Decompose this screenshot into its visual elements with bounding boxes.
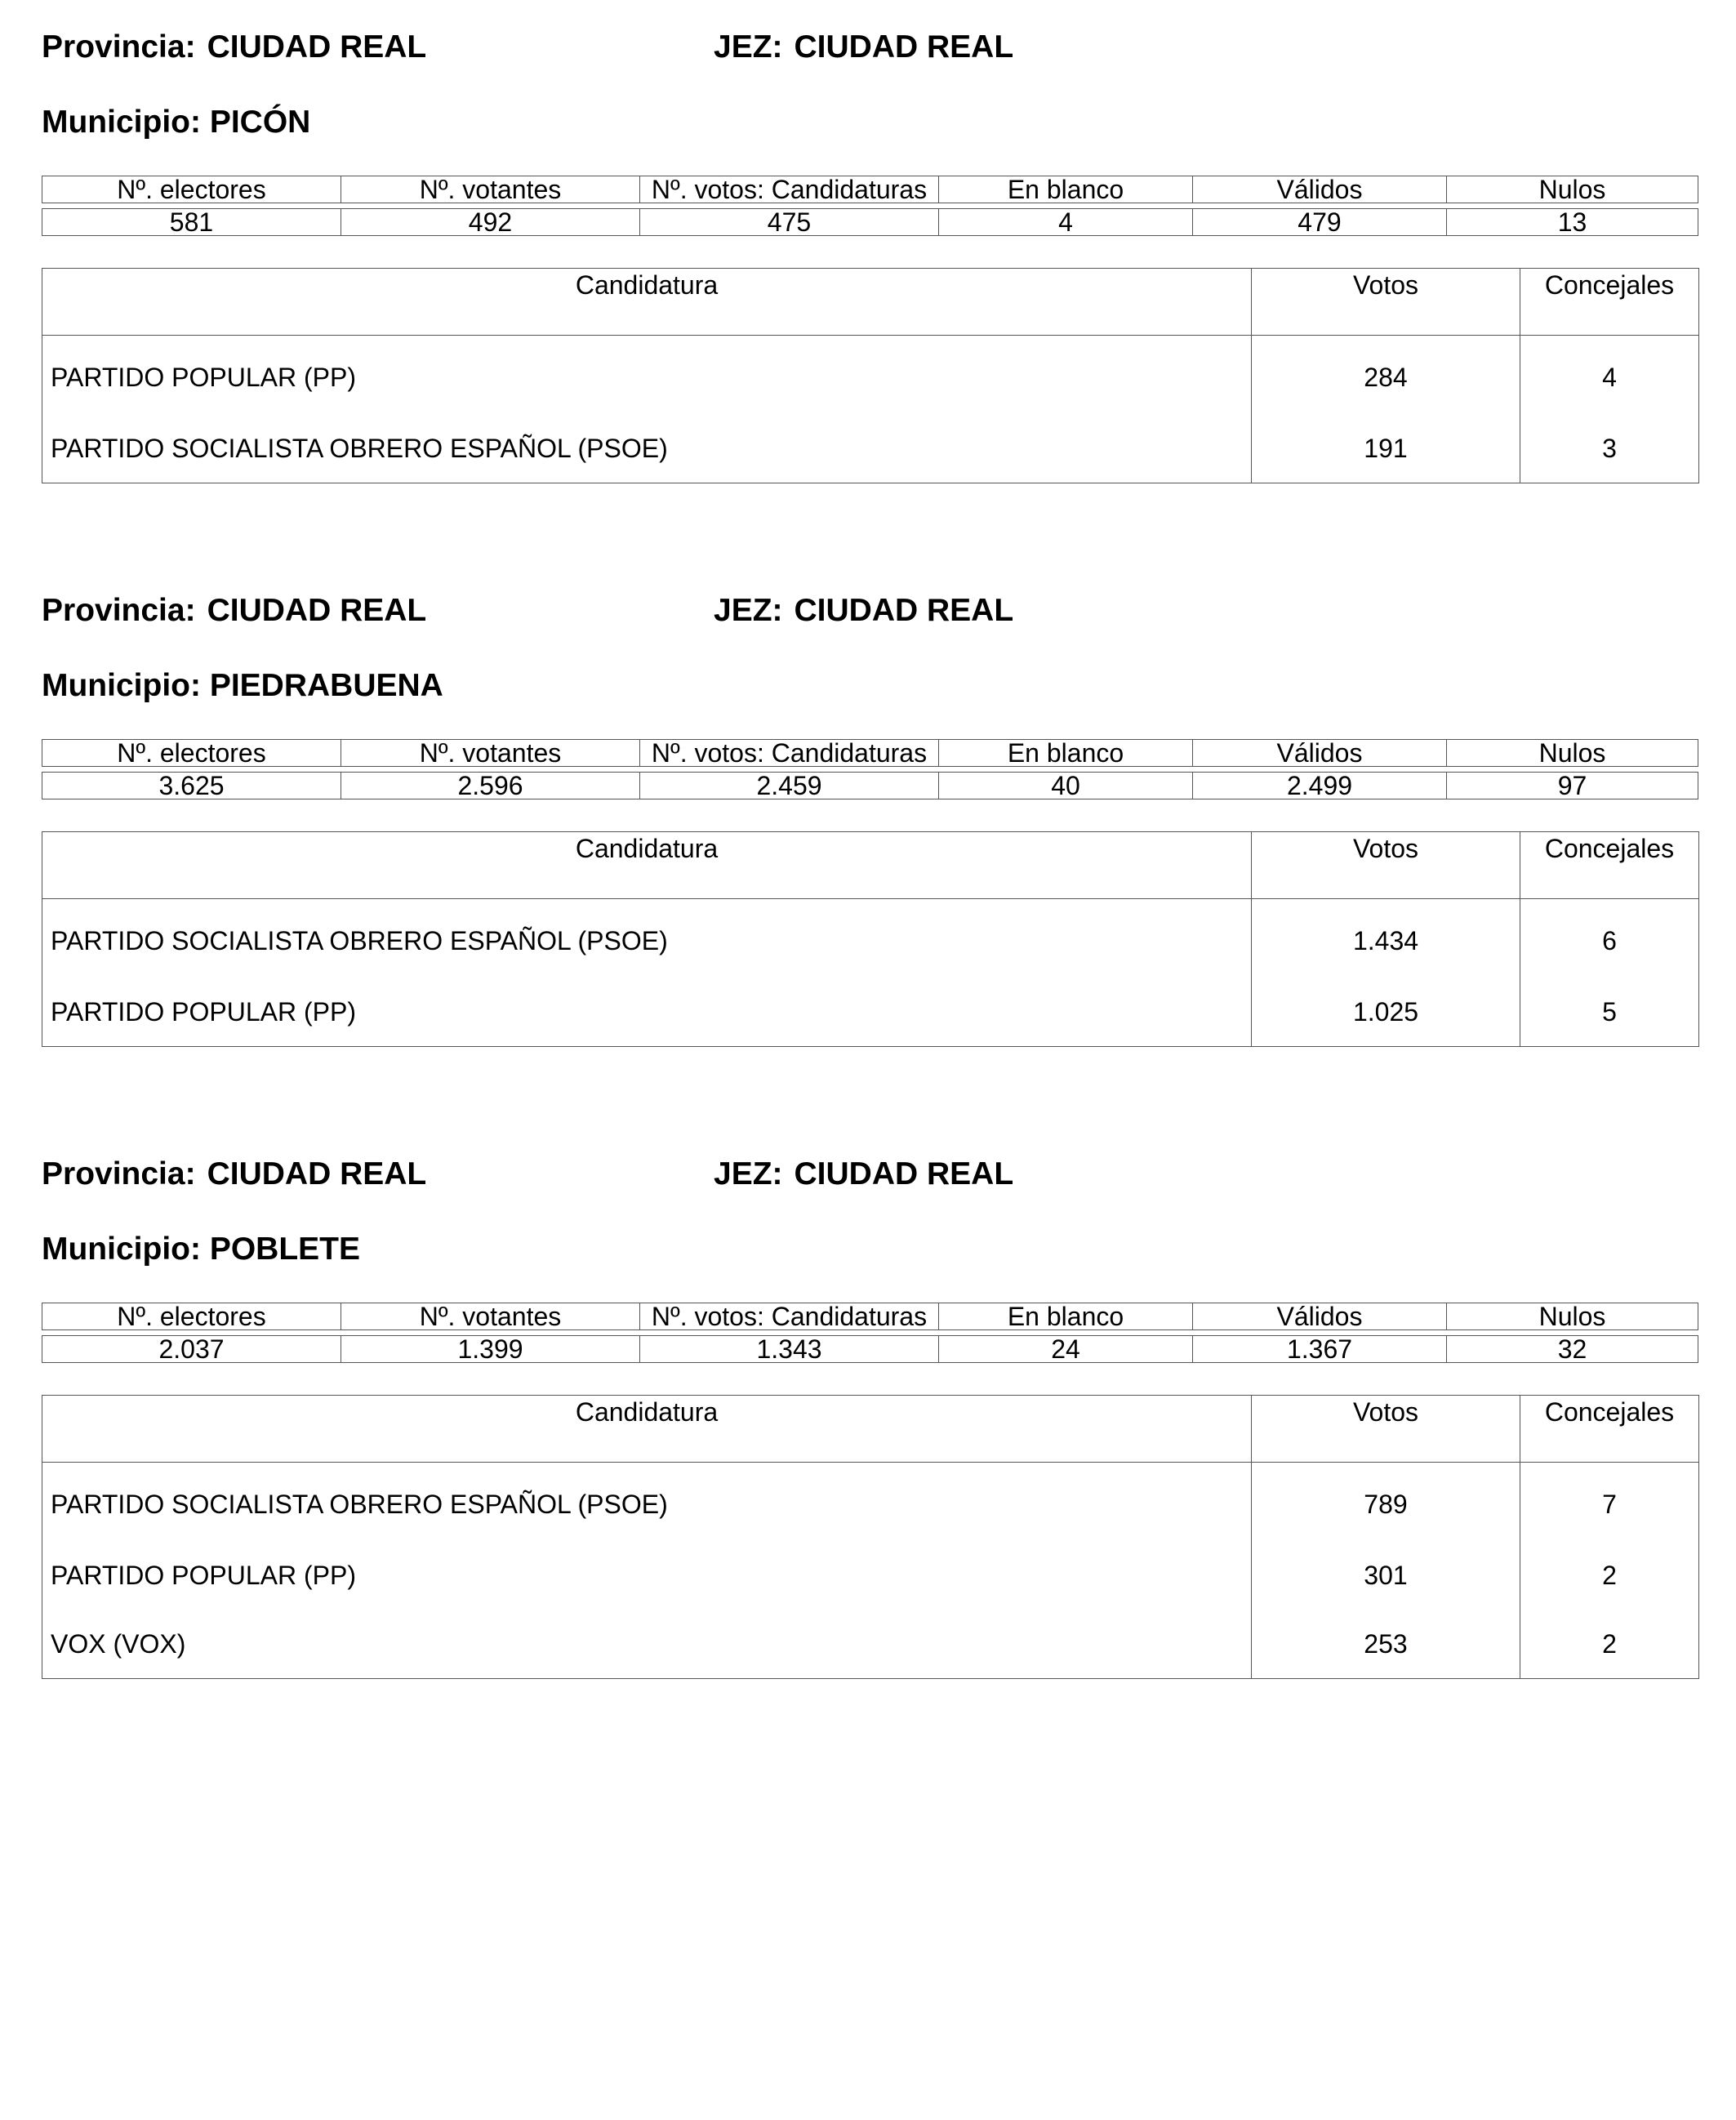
municipio-label: Municipio:: [42, 105, 201, 140]
summary-header-cell: Válidos: [1192, 739, 1446, 767]
candidate-votos: 1.434: [1252, 899, 1520, 978]
summary-value-cell: 4: [938, 208, 1192, 236]
concejales-header: Concejales: [1520, 832, 1699, 899]
summary-header-cell: Nº. votantes: [341, 739, 639, 767]
summary-header-cell: En blanco: [938, 176, 1192, 203]
jez-label: JEZ:: [714, 1156, 783, 1191]
summary-header-cell: Nº. votos: Candidaturas: [639, 739, 938, 767]
provincia-value: CIUDAD REAL: [207, 593, 427, 628]
candidates-header-row: [42, 1396, 1699, 1463]
summary-value-cell: 2.459: [639, 772, 938, 799]
summary-value-cell: 479: [1192, 208, 1446, 236]
summary-value-cell: 3.625: [42, 772, 341, 799]
summary-value-cell: 2.037: [42, 1335, 341, 1363]
candidates-table: [42, 831, 1699, 1047]
candidate-row: [42, 1610, 1699, 1679]
municipio-label: Municipio:: [42, 1231, 201, 1267]
summary-header-cell: Nulos: [1446, 739, 1698, 767]
candidate-name: PARTIDO SOCIALISTA OBRERO ESPAÑOL (PSOE): [42, 899, 1252, 978]
provincia-line: [42, 31, 426, 63]
jez-value: CIUDAD REAL: [794, 29, 1014, 65]
municipio-label: Municipio:: [42, 668, 201, 703]
summary-header-cell: Nº. electores: [42, 1303, 341, 1330]
municipio-value: POBLETE: [209, 1231, 360, 1267]
candidate-row: [42, 1541, 1699, 1610]
summary-header-cell: En blanco: [938, 739, 1192, 767]
summary-value-cell: 32: [1446, 1335, 1698, 1363]
summary-value-row: [42, 1335, 1698, 1363]
jez-label: JEZ:: [714, 593, 783, 628]
municipio-value: PICÓN: [209, 105, 311, 140]
summary-header-cell: Nulos: [1446, 1303, 1698, 1330]
summary-header-cell: Nº. electores: [42, 176, 341, 203]
concejales-header: Concejales: [1520, 1396, 1699, 1463]
votos-header: Votos: [1252, 1396, 1520, 1463]
provincia-line: [42, 1158, 426, 1190]
candidatura-header: Candidatura: [42, 269, 1252, 336]
summary-header-cell: Válidos: [1192, 176, 1446, 203]
candidate-name: PARTIDO SOCIALISTA OBRERO ESPAÑOL (PSOE): [42, 1463, 1252, 1542]
summary-value-cell: 581: [42, 208, 341, 236]
provincia-line: [42, 595, 426, 626]
candidate-name: PARTIDO POPULAR (PP): [42, 978, 1252, 1047]
summary-header-cell: Nulos: [1446, 176, 1698, 203]
candidate-row: [42, 336, 1699, 415]
summary-header-row: [42, 739, 1698, 767]
summary-header-cell: Válidos: [1192, 1303, 1446, 1330]
candidate-concejales: 2: [1520, 1610, 1699, 1679]
summary-value-cell: 13: [1446, 208, 1698, 236]
summary-header-row: [42, 1303, 1698, 1330]
candidatura-header: Candidatura: [42, 832, 1252, 899]
candidate-votos: 1.025: [1252, 978, 1520, 1047]
candidate-votos: 284: [1252, 336, 1520, 415]
provincia-value: CIUDAD REAL: [207, 1156, 427, 1191]
candidatura-header: Candidatura: [42, 1396, 1252, 1463]
candidates-table: [42, 268, 1699, 483]
summary-header-cell: En blanco: [938, 1303, 1192, 1330]
candidate-votos: 191: [1252, 414, 1520, 483]
candidate-row: [42, 414, 1699, 483]
provincia-label: Provincia:: [42, 593, 196, 628]
summary-value-cell: 97: [1446, 772, 1698, 799]
candidates-header-row: [42, 269, 1699, 336]
candidate-votos: 789: [1252, 1463, 1520, 1542]
candidate-row: [42, 899, 1699, 978]
summary-header-cell: Nº. votantes: [341, 1303, 639, 1330]
jez-label: JEZ:: [714, 29, 783, 65]
summary-table: [42, 734, 1698, 804]
summary-header-cell: Nº. electores: [42, 739, 341, 767]
candidate-name: PARTIDO SOCIALISTA OBRERO ESPAÑOL (PSOE): [42, 414, 1252, 483]
summary-value-cell: 475: [639, 208, 938, 236]
candidate-name: PARTIDO POPULAR (PP): [42, 336, 1252, 415]
jez-value: CIUDAD REAL: [794, 593, 1014, 628]
summary-header-cell: Nº. votos: Candidaturas: [639, 1303, 938, 1330]
municipio-line: [42, 1233, 360, 1265]
candidate-concejales: 3: [1520, 414, 1699, 483]
summary-table: [42, 1298, 1698, 1368]
candidate-votos: 253: [1252, 1610, 1520, 1679]
provincia-value: CIUDAD REAL: [207, 29, 427, 65]
summary-value-row: [42, 772, 1698, 799]
jez-value: CIUDAD REAL: [794, 1156, 1014, 1191]
jez-line: [714, 595, 1013, 626]
candidate-row: [42, 1463, 1699, 1542]
municipio-line: [42, 670, 443, 701]
summary-value-row: [42, 208, 1698, 236]
votos-header: Votos: [1252, 269, 1520, 336]
candidate-concejales: 2: [1520, 1541, 1699, 1610]
summary-value-cell: 24: [938, 1335, 1192, 1363]
candidate-name: PARTIDO POPULAR (PP): [42, 1541, 1252, 1610]
candidate-concejales: 4: [1520, 336, 1699, 415]
candidate-row: [42, 978, 1699, 1047]
jez-line: [714, 31, 1013, 63]
concejales-header: Concejales: [1520, 269, 1699, 336]
candidate-votos: 301: [1252, 1541, 1520, 1610]
summary-value-cell: 1.399: [341, 1335, 639, 1363]
candidates-header-row: [42, 832, 1699, 899]
candidates-table: [42, 1395, 1699, 1679]
candidate-concejales: 5: [1520, 978, 1699, 1047]
summary-table: [42, 171, 1698, 241]
candidate-concejales: 7: [1520, 1463, 1699, 1542]
municipio-value: PIEDRABUENA: [209, 668, 443, 703]
municipio-line: [42, 106, 310, 138]
summary-header-cell: Nº. votos: Candidaturas: [639, 176, 938, 203]
summary-header-row: [42, 176, 1698, 203]
provincia-label: Provincia:: [42, 1156, 196, 1191]
summary-header-cell: Nº. votantes: [341, 176, 639, 203]
summary-value-cell: 1.367: [1192, 1335, 1446, 1363]
votos-header: Votos: [1252, 832, 1520, 899]
candidate-name: VOX (VOX): [42, 1610, 1252, 1679]
jez-line: [714, 1158, 1013, 1190]
summary-value-cell: 40: [938, 772, 1192, 799]
summary-value-cell: 2.499: [1192, 772, 1446, 799]
provincia-label: Provincia:: [42, 29, 196, 65]
summary-value-cell: 2.596: [341, 772, 639, 799]
summary-value-cell: 492: [341, 208, 639, 236]
summary-value-cell: 1.343: [639, 1335, 938, 1363]
candidate-concejales: 6: [1520, 899, 1699, 978]
